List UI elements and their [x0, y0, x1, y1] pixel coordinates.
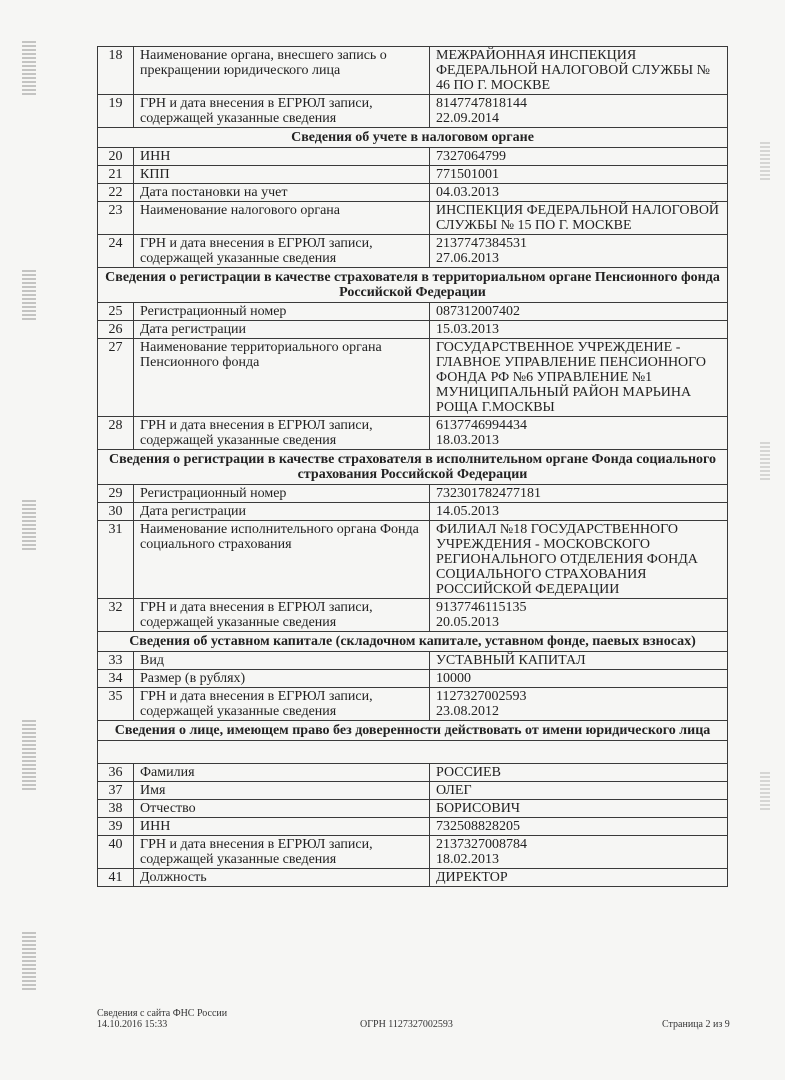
table-row: [98, 303, 728, 321]
footer-page-number: Страница 2 из 9: [662, 1019, 730, 1030]
row-label: Имя: [134, 782, 430, 800]
blank-cell: [98, 741, 728, 764]
scan-noise-left-4: [22, 720, 36, 790]
row-number: 36: [98, 764, 134, 782]
row-value: ИНСПЕКЦИЯ ФЕДЕРАЛЬНОЙ НАЛОГОВОЙ СЛУЖБЫ № 15 ПО Г. МОСКВЕ: [430, 202, 728, 235]
table-row: [98, 652, 728, 670]
row-value: 732301782477181: [430, 485, 728, 503]
table-row: [98, 235, 728, 268]
table-row: [98, 485, 728, 503]
row-number: 30: [98, 503, 134, 521]
row-number: 35: [98, 688, 134, 721]
row-number: 31: [98, 521, 134, 599]
row-label: ИНН: [134, 148, 430, 166]
row-label: ГРН и дата внесения в ЕГРЮЛ записи, содержащей указанные сведения: [134, 95, 430, 128]
row-label: Дата регистрации: [134, 321, 430, 339]
row-number: 33: [98, 652, 134, 670]
section-header: [98, 450, 728, 485]
row-value: ДИРЕКТОР: [430, 869, 728, 887]
scan-noise-right-2: [760, 440, 770, 480]
row-label: ГРН и дата внесения в ЕГРЮЛ записи, содержащей указанные сведения: [134, 235, 430, 268]
table-row: [98, 818, 728, 836]
row-label: Наименование налогового органа: [134, 202, 430, 235]
row-value: УСТАВНЫЙ КАПИТАЛ: [430, 652, 728, 670]
row-value: 15.03.2013: [430, 321, 728, 339]
table-row: [98, 166, 728, 184]
table-row: [98, 202, 728, 235]
section-header: [98, 268, 728, 303]
scan-noise-left-2: [22, 270, 36, 320]
row-label: ГРН и дата внесения в ЕГРЮЛ записи, содержащей указанные сведения: [134, 688, 430, 721]
footer-source-text: Сведения с сайта ФНС России: [97, 1008, 228, 1019]
section-header: [98, 721, 728, 741]
row-label: Дата регистрации: [134, 503, 430, 521]
row-number: 34: [98, 670, 134, 688]
row-number: 29: [98, 485, 134, 503]
scan-noise-left-1: [22, 40, 36, 95]
row-number: 40: [98, 836, 134, 869]
row-value: 9137746115135 20.05.2013: [430, 599, 728, 632]
table-row: [98, 339, 728, 417]
row-value: РОССИЕВ: [430, 764, 728, 782]
row-label: ГРН и дата внесения в ЕГРЮЛ записи, содержащей указанные сведения: [134, 836, 430, 869]
table-row: [98, 47, 728, 95]
section-header: [98, 632, 728, 652]
table-row: [98, 782, 728, 800]
row-label: ГРН и дата внесения в ЕГРЮЛ записи, содержащей указанные сведения: [134, 417, 430, 450]
row-value: ГОСУДАРСТВЕННОЕ УЧРЕЖДЕНИЕ - ГЛАВНОЕ УПРАВЛЕНИЕ ПЕНСИОННОГО ФОНДА РФ №6 УПРАВЛЕНИЕ №1 МУНИЦИПАЛЬНЫЙ РАЙОН МАРЬИНА РОЩА Г.МОСКВЫ: [430, 339, 728, 417]
row-value: 1127327002593 23.08.2012: [430, 688, 728, 721]
row-number: 26: [98, 321, 134, 339]
row-number: 20: [98, 148, 134, 166]
row-value: ОЛЕГ: [430, 782, 728, 800]
row-label: ИНН: [134, 818, 430, 836]
row-label: КПП: [134, 166, 430, 184]
section-title: Сведения об учете в налоговом органе: [98, 128, 728, 148]
table-row: [98, 503, 728, 521]
footer-source: [97, 1008, 227, 1030]
section-title: Сведения о регистрации в качестве страхователя в территориальном органе Пенсионного фонда Российской Федерации: [98, 268, 728, 303]
row-number: 37: [98, 782, 134, 800]
row-label: Отчество: [134, 800, 430, 818]
table-row: [98, 417, 728, 450]
footer-ogrn: ОГРН 1127327002593: [360, 1019, 453, 1030]
row-number: 25: [98, 303, 134, 321]
row-number: 41: [98, 869, 134, 887]
scan-noise-left-5: [22, 930, 36, 990]
section-title: Сведения о лице, имеющем право без доверенности действовать от имени юридического лица: [98, 721, 728, 741]
section-title: Сведения о регистрации в качестве страхователя в исполнительном органе Фонда социального страхования Российской Федерации: [98, 450, 728, 485]
footer-datetime: 14.10.2016 15:33: [97, 1019, 168, 1030]
table-row: [98, 95, 728, 128]
egrul-extract-table: [97, 46, 728, 887]
row-value: 2137327008784 18.02.2013: [430, 836, 728, 869]
row-value: 04.03.2013: [430, 184, 728, 202]
row-value: 8147747818144 22.09.2014: [430, 95, 728, 128]
scan-noise-left-3: [22, 500, 36, 550]
row-value: БОРИСОВИЧ: [430, 800, 728, 818]
row-label: ГРН и дата внесения в ЕГРЮЛ записи, содержащей указанные сведения: [134, 599, 430, 632]
table-row: [98, 184, 728, 202]
row-value: 771501001: [430, 166, 728, 184]
section-header: [98, 128, 728, 148]
row-number: 39: [98, 818, 134, 836]
row-value: ФИЛИАЛ №18 ГОСУДАРСТВЕННОГО УЧРЕЖДЕНИЯ - МОСКОВСКОГО РЕГИОНАЛЬНОГО ОТДЕЛЕНИЯ ФОНДА СОЦИАЛЬНОГО СТРАХОВАНИЯ РОССИЙСКОЙ ФЕДЕРАЦИИ: [430, 521, 728, 599]
row-value: 2137747384531 27.06.2013: [430, 235, 728, 268]
row-number: 21: [98, 166, 134, 184]
row-value: 087312007402: [430, 303, 728, 321]
row-value: 7327064799: [430, 148, 728, 166]
row-label: Фамилия: [134, 764, 430, 782]
table-row: [98, 764, 728, 782]
row-number: 22: [98, 184, 134, 202]
row-number: 32: [98, 599, 134, 632]
table-row: [98, 688, 728, 721]
row-label: Наименование территориального органа Пенсионного фонда: [134, 339, 430, 417]
row-label: Должность: [134, 869, 430, 887]
table-row: [98, 836, 728, 869]
table-row: [98, 869, 728, 887]
table-row: [98, 670, 728, 688]
table-body: [98, 47, 728, 887]
table-row: [98, 321, 728, 339]
row-value: 6137746994434 18.03.2013: [430, 417, 728, 450]
row-value: МЕЖРАЙОННАЯ ИНСПЕКЦИЯ ФЕДЕРАЛЬНОЙ НАЛОГОВОЙ СЛУЖБЫ № 46 ПО Г. МОСКВЕ: [430, 47, 728, 95]
row-label: Регистрационный номер: [134, 303, 430, 321]
table-row: [98, 521, 728, 599]
row-label: Регистрационный номер: [134, 485, 430, 503]
table-row: [98, 800, 728, 818]
row-number: 19: [98, 95, 134, 128]
table-row: [98, 148, 728, 166]
row-label: Наименование органа, внесшего запись о прекращении юридического лица: [134, 47, 430, 95]
row-value: 14.05.2013: [430, 503, 728, 521]
row-number: 27: [98, 339, 134, 417]
row-value: 732508828205: [430, 818, 728, 836]
row-label: Наименование исполнительного органа Фонда социального страхования: [134, 521, 430, 599]
row-number: 24: [98, 235, 134, 268]
row-number: 18: [98, 47, 134, 95]
row-number: 28: [98, 417, 134, 450]
table-row: [98, 599, 728, 632]
row-label: Дата постановки на учет: [134, 184, 430, 202]
section-title: Сведения об уставном капитале (складочном капитале, уставном фонде, паевых взносах): [98, 632, 728, 652]
row-value: 10000: [430, 670, 728, 688]
scan-noise-right-1: [760, 140, 770, 180]
row-number: 23: [98, 202, 134, 235]
row-label: Вид: [134, 652, 430, 670]
row-number: 38: [98, 800, 134, 818]
row-label: Размер (в рублях): [134, 670, 430, 688]
blank-row: [98, 741, 728, 764]
scan-noise-right-3: [760, 770, 770, 810]
